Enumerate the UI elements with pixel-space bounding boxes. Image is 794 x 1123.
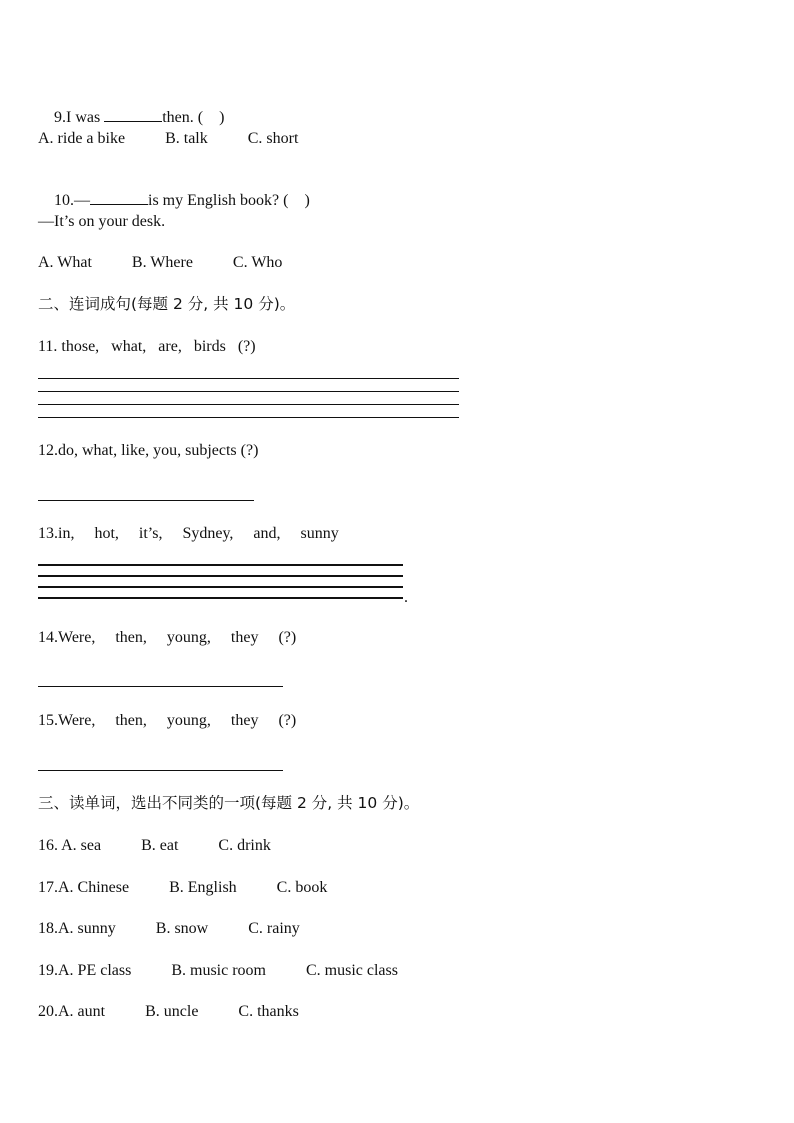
- answer-line[interactable]: [38, 575, 403, 577]
- question-11: 11. those, what, are, birds (?): [38, 338, 256, 355]
- question-10-reply: —It’s on your desk.: [38, 213, 166, 230]
- answer-line[interactable]: [38, 404, 459, 405]
- question-13: 13.in, hot, it’s, Sydney, and, sunny: [38, 525, 339, 542]
- answer-line[interactable]: [38, 564, 403, 566]
- question-9-text-before: 9.I was: [54, 109, 105, 126]
- answer-line[interactable]: [38, 378, 459, 379]
- question-10-blank[interactable]: [90, 190, 148, 205]
- answer-line[interactable]: [38, 500, 254, 501]
- answer-line[interactable]: [38, 391, 459, 392]
- section-3-heading: 三、读单词，选出不同类的一项(每题 2 分, 共 10 分)。: [38, 794, 420, 812]
- answer-line[interactable]: [38, 417, 459, 418]
- question-10-options: A. What B. Where C. Who: [38, 254, 283, 271]
- question-12: 12.do, what, like, you, subjects (?): [38, 442, 259, 459]
- question-9-blank[interactable]: [104, 107, 162, 122]
- answer-line[interactable]: [38, 686, 283, 687]
- question-19: 19.A. PE class B. music room C. music class: [38, 962, 398, 979]
- question-17: 17.A. Chinese B. English C. book: [38, 879, 328, 896]
- question-9-options: A. ride a bike B. talk C. short: [38, 130, 299, 147]
- question-16: 16. A. sea B. eat C. drink: [38, 837, 271, 854]
- question-13-end-dot: .: [404, 589, 408, 606]
- answer-line[interactable]: [38, 770, 283, 771]
- question-20: 20.A. aunt B. uncle C. thanks: [38, 1003, 299, 1020]
- question-15: 15.Were, then, young, they (?): [38, 712, 297, 729]
- question-18: 18.A. sunny B. snow C. rainy: [38, 920, 300, 937]
- question-10-text-before: 10.—: [54, 192, 90, 209]
- section-2-heading: 二、连词成句(每题 2 分, 共 10 分)。: [38, 295, 296, 313]
- answer-line[interactable]: [38, 586, 403, 588]
- question-10-text-after: is my English book? ( ): [148, 192, 310, 209]
- question-14: 14.Were, then, young, they (?): [38, 629, 297, 646]
- question-9-text-after: then. ( ): [162, 109, 225, 126]
- answer-line[interactable]: [38, 597, 403, 599]
